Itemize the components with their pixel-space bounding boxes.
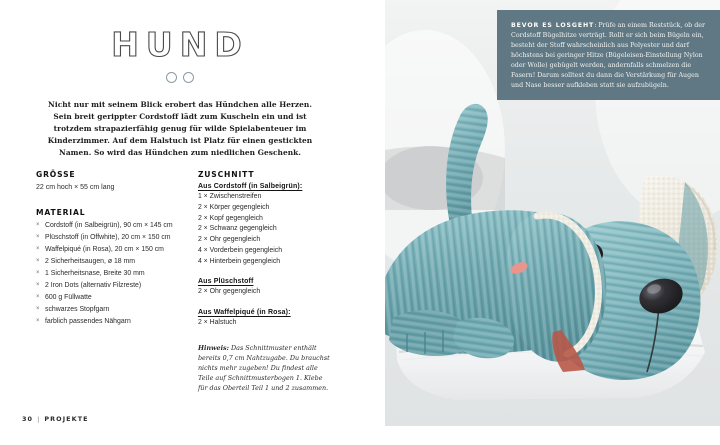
material-item-label: Plüschstoff (in Offwhite), 20 cm × 150 cm bbox=[45, 233, 171, 241]
cutting-item: 4 × Vorderbein gegengleich bbox=[197, 246, 283, 254]
column-cutting bbox=[198, 170, 336, 393]
material-item-label: 600 g Füllwatte bbox=[45, 293, 92, 301]
page-title: HUND bbox=[111, 25, 249, 64]
note-label: Hinweis: bbox=[197, 343, 230, 352]
material-item-label: schwarzes Stopfgarn bbox=[45, 306, 110, 314]
dot-icon bbox=[166, 72, 177, 83]
material-item bbox=[36, 317, 182, 327]
cutting-group-title: Aus Plüschstoff bbox=[197, 278, 254, 286]
material-item bbox=[36, 305, 182, 315]
bullet-x-icon: × bbox=[36, 282, 40, 289]
footer-separator: | bbox=[37, 415, 41, 423]
material-list bbox=[36, 221, 182, 328]
cutting-item: 2 × Schwanz gegengleich bbox=[197, 225, 277, 233]
size-value: 22 cm hoch × 55 cm lang bbox=[36, 184, 115, 191]
page-footer bbox=[22, 415, 89, 423]
material-item bbox=[36, 221, 182, 231]
callout-body-text: : Prüfe an einem Reststück, ob der Cordstoff Bügelhitze verträgt. Rollt er sich beim Bügeln ein, besteht der Stoff wahrscheinlich aus Polyester und darf höchstens bei geringer Hitze (Bügeleisen-Einstellung Nylon oder Wolle) gebügelt werden, andernfalls schmelzen die Fasern! Darum solltest du dann die Verstärkung für Augen und Nase besser aufkleben statt sie aufzubügeln. bbox=[511, 22, 705, 89]
dot-icon bbox=[183, 72, 194, 83]
bullet-x-icon: × bbox=[36, 221, 40, 228]
cutting-group-title: Aus Cordstoff (in Salbeigrün): bbox=[197, 183, 303, 190]
cutting-item: 2 × Ohr gegengleich bbox=[197, 288, 261, 296]
bullet-x-icon: × bbox=[36, 318, 40, 325]
material-item bbox=[36, 257, 182, 267]
column-size-material bbox=[36, 170, 182, 393]
cutting-heading: ZUSCHNITT bbox=[197, 170, 255, 179]
material-item bbox=[36, 281, 182, 291]
decorative-dots bbox=[0, 72, 360, 83]
bullet-x-icon: × bbox=[36, 233, 40, 240]
note-block bbox=[198, 343, 334, 394]
material-item-label: Cordstoff (in Salbeigrün), 90 cm × 145 cm bbox=[45, 221, 173, 229]
cutting-group-list bbox=[198, 318, 336, 329]
footer-section-label: PROJEKTE bbox=[44, 415, 89, 423]
cutting-item: 2 × Halstuch bbox=[197, 319, 237, 327]
cutting-item: 2 × Ohr gegengleich bbox=[197, 236, 261, 244]
footer-page-number: 30 bbox=[22, 415, 34, 423]
cutting-item: 4 × Hinterbein gegengleich bbox=[197, 257, 281, 265]
callout-lead-label: BEVOR ES LOSGEHT bbox=[511, 22, 595, 29]
material-heading: MATERIAL bbox=[36, 207, 86, 217]
bullet-x-icon: × bbox=[36, 294, 40, 301]
cutting-group-title: Aus Waffelpiqué (in Rosa): bbox=[197, 309, 291, 317]
material-item-label: Waffelpiqué (in Rosa), 20 cm × 150 cm bbox=[45, 245, 164, 253]
material-item-label: 2 Iron Dots (alternativ Filzreste) bbox=[45, 281, 142, 289]
cutting-item: 1 × Zwischenstreifen bbox=[197, 193, 262, 200]
material-item bbox=[36, 269, 182, 279]
material-item bbox=[36, 245, 182, 255]
cutting-groups bbox=[198, 183, 336, 329]
size-heading: GRÖSSE bbox=[36, 170, 76, 179]
material-item-label: farblich passendes Nähgarn bbox=[45, 318, 131, 326]
material-item-label: 1 Sicherheitsnase, Breite 30 mm bbox=[45, 269, 145, 277]
material-item-label: 2 Sicherheitsaugen, ø 18 mm bbox=[45, 257, 136, 265]
bullet-x-icon: × bbox=[36, 306, 40, 313]
material-item bbox=[36, 233, 182, 243]
cutting-group-list bbox=[198, 192, 336, 267]
cutting-group-list bbox=[198, 287, 336, 298]
callout-text bbox=[511, 21, 707, 91]
callout-box bbox=[497, 10, 720, 100]
info-columns bbox=[36, 170, 336, 393]
cutting-item: 2 × Körper gegengleich bbox=[197, 203, 270, 211]
material-item bbox=[36, 293, 182, 303]
bullet-x-icon: × bbox=[36, 270, 40, 277]
intro-paragraph: Nicht nur mit seinem Blick erobert das Hündchen alle Herzen. Sein breit gerippter Cordstoff lädt zum Kuscheln ein und ist trotzdem strapazierfähig genug für wilde Spielabenteuer im Kinderzimmer. Auf dem Halstuch ist Platz für einen gestickten Namen. So wird das Hündchen zum niedlichen Geschenk. bbox=[47, 100, 313, 157]
cutting-item: 2 × Kopf gegengleich bbox=[197, 214, 263, 222]
note-text: Das Schnittmuster enthält bereits 0,7 cm Nahtzugabe. Du brauchst nichts mehr zugeben! Du findest alle Teile auf Schnittmusterbogen 1. Klebe für das Oberteil Teil 1 und 2 zusammen. bbox=[197, 343, 330, 393]
bullet-x-icon: × bbox=[36, 258, 40, 265]
bullet-x-icon: × bbox=[36, 245, 40, 252]
